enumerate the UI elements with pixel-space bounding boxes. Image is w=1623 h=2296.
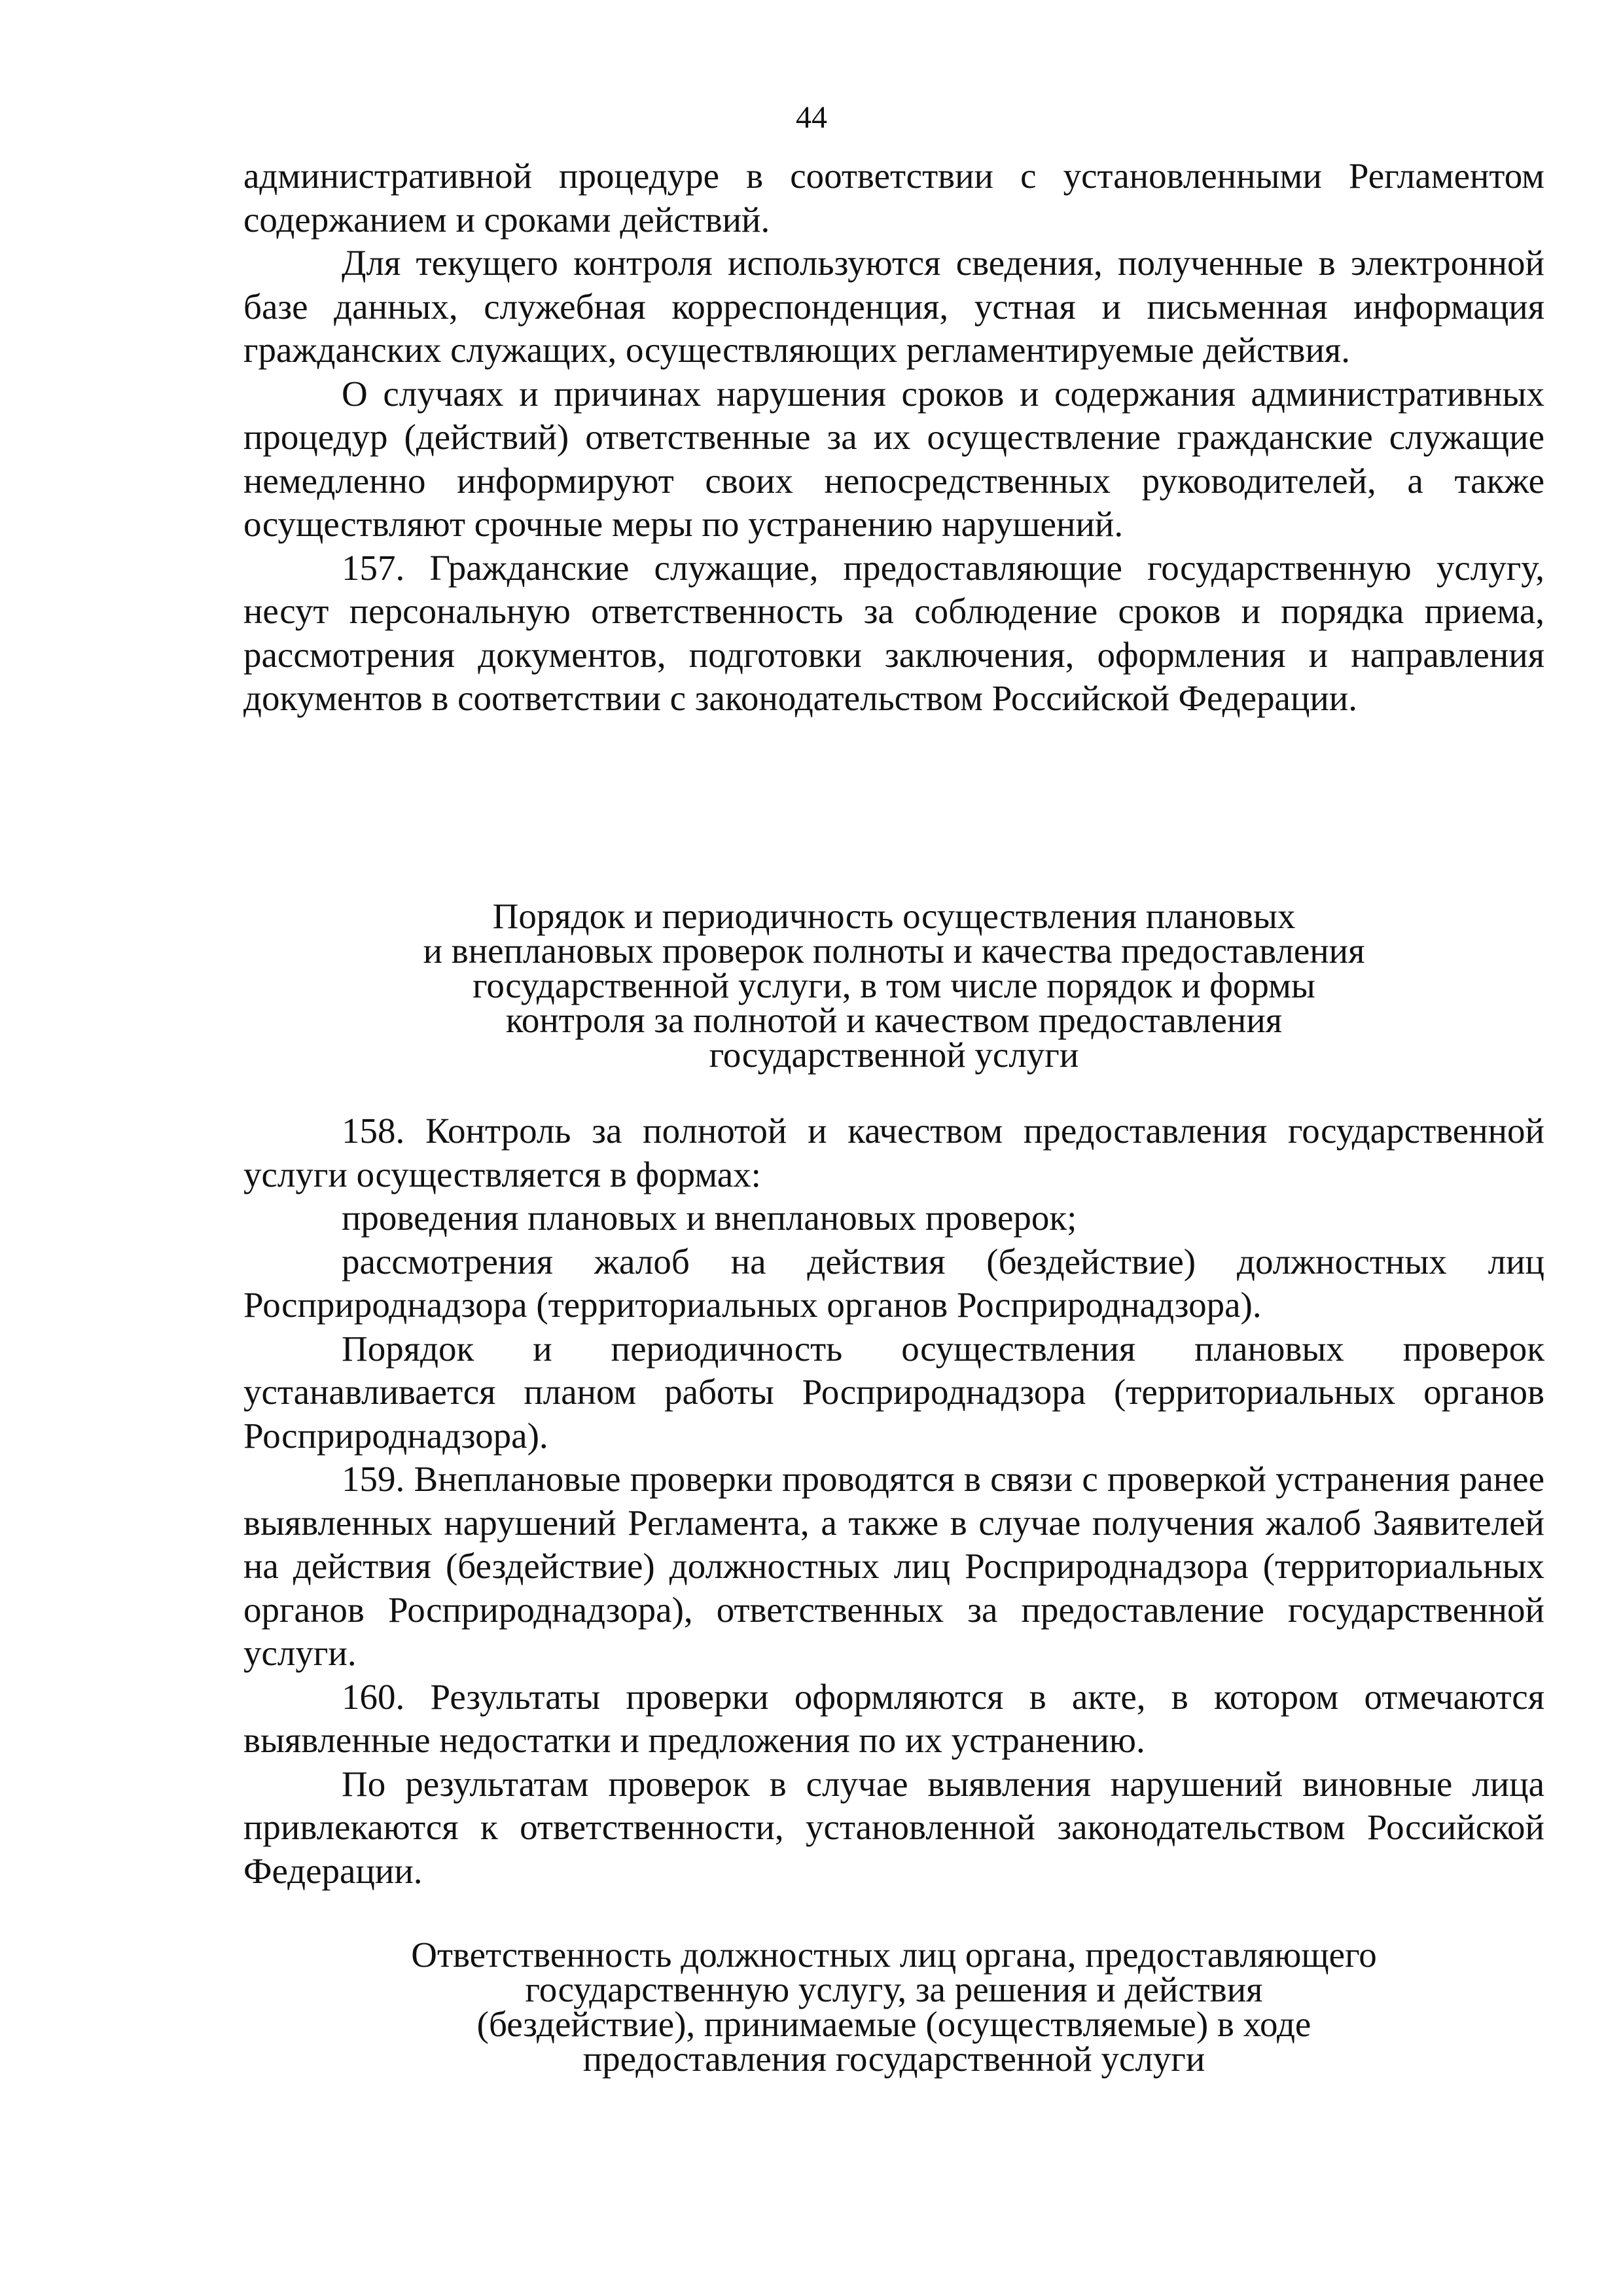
paragraph-160: 160. Результаты проверки оформляются в акте, в котором отмечаются выявленные недостатки и предложения по их устранению. [243,1676,1544,1760]
paragraph-159: 159. Внеплановые проверки проводятся в связи с проверкой устранения ранее выявленных нарушений Регламента, а также в случае получения жалоб Заявителей на действия (бездействие) должностных лиц Росприроднадзора (территориальных органов Росприроднадзора), ответственных за предоставление государственной услуги. [243,1459,1544,1673]
heading-line: предоставления государственной услуги [582,2039,1205,2079]
heading-line: и внеплановых проверок полноты и качества предоставления [423,931,1365,971]
heading-line: контроля за полнотой и качеством предоставления [505,1000,1283,1040]
paragraph-form-inspections: проведения плановых и внеплановых проверок; [342,1198,1077,1238]
paragraph-liability: По результатам проверок в случае выявления нарушений виновные лица привлекаются к ответственности, установленной законодательством Российской Федерации. [243,1763,1544,1891]
text-block-top [243,154,1544,721]
text-block-middle [243,1109,1544,1893]
paragraph-form-complaints: рассмотрения жалоб на действия (бездействие) должностных лиц Росприроднадзора (территориальных органов Росприроднадзора). [243,1241,1544,1325]
paragraph-157: 157. Гражданские служащие, предоставляющие государственную услугу, несут персональную ответственность за соблюдение сроков и порядка приема, рассмотрения документов, подготовки заключения, оформления и направления документов в соответствии с законодательством Российской Федерации. [243,547,1544,718]
page-number: 44 [796,100,827,135]
heading-line: Порядок и периодичность осуществления плановых [492,896,1296,936]
heading-line: государственной услуги [709,1035,1079,1075]
paragraph-planned-order: Порядок и периодичность осуществления плановых проверок устанавливается планом работы Росприроднадзора (территориальных органов Росприроднадзора). [243,1328,1544,1456]
section-heading-inspections [243,896,1544,1075]
paragraph-158: 158. Контроль за полнотой и качеством предоставления государственной услуги осуществляется в формах: [243,1111,1544,1194]
heading-line: государственной услуги, в том числе порядок и формы [473,965,1315,1005]
heading-line: (бездействие), принимаемые (осуществляемые) в ходе [476,2004,1311,2044]
section-heading-responsibility [243,1935,1544,2079]
heading-line: Ответственность должностных лиц органа, предоставляющего [411,1935,1377,1975]
paragraph-continuation: административной процедуре в соответствии с установленными Регламентом содержанием и сроками действий. [243,156,1544,240]
paragraph-current-control: Для текущего контроля используются сведения, полученные в электронной базе данных, служебная корреспонденция, устная и письменная информация гражданских служащих, осуществляющих регламентируемые действия. [243,243,1544,370]
heading-line: государственную услугу, за решения и действия [525,1969,1263,2009]
paragraph-violations: О случаях и причинах нарушения сроков и содержания административных процедур (действий) ответственные за их осуществление гражданские служащие немедленно информируют своих непосредственных руководителей, а также осуществляют срочные меры по устранению нарушений. [243,373,1544,544]
